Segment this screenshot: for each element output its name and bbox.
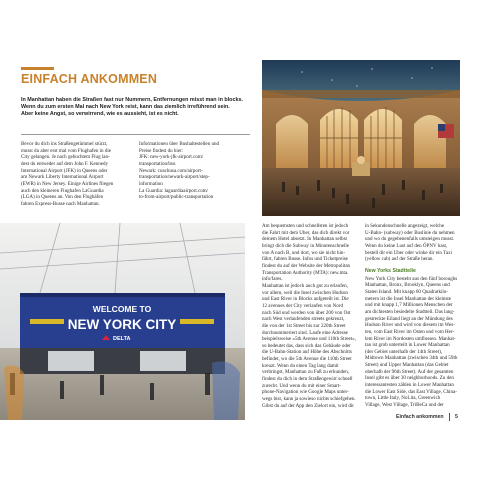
text-line: lem River im Nordosten umflossen. Manhat- bbox=[365, 335, 456, 342]
body-column-1 bbox=[21, 141, 133, 208]
text-line: findest du auf der Website der Metropolitan bbox=[262, 262, 351, 269]
text-line: information bbox=[139, 180, 163, 187]
text-line: Manhattan ist jedoch auch gut zu erlaufen, bbox=[262, 282, 348, 289]
text-line: findest du dich in dem Straßengewirr schnell bbox=[262, 376, 353, 383]
welcome-sign-line: WELCOME TO bbox=[92, 304, 152, 314]
subheading-boroughs: New Yorks Stadtteile bbox=[365, 267, 416, 274]
text-line: von A nach B, und dort, wo sie nicht hin- bbox=[262, 249, 346, 256]
text-line: nach Süd und werden von über 200 von Ost bbox=[262, 309, 351, 316]
text-line: beispielsweise »5th Avenue und 110th Street«, bbox=[262, 336, 356, 343]
body-column-4 bbox=[365, 223, 462, 409]
city-sign-line: NEW YORK CITY bbox=[67, 317, 177, 332]
text-line: deinem Hotel absetzt. In Manhattan selbst bbox=[262, 236, 347, 243]
lead-line: Wenn du zum ersten Mal nach New York reist, kann das ziemlich irreführend sein. bbox=[21, 104, 230, 111]
text-line: interessantesten zählen in Lower Manhattan bbox=[365, 382, 454, 389]
text-line: Informationen über Bushaltestellen und bbox=[139, 141, 220, 147]
text-line: Insel gibt es über 30 neighborhoods. Zu den bbox=[365, 375, 454, 382]
text-line: fährt, fahren Busse. Infos und Ticketpreise bbox=[262, 256, 348, 263]
divider bbox=[21, 134, 250, 135]
text-line: kreuzt. Wenn du einen Tag lang damit bbox=[262, 362, 339, 369]
text-line: Staten Island. Mit knapp 60 Quadratkilo- bbox=[365, 288, 448, 295]
text-line: (EWR) in New Jersey. Einige Airlines fliegen bbox=[21, 180, 114, 187]
text-line: Gibst du auf der App den Zielort ein, wird dir bbox=[262, 402, 354, 409]
text-line: am Newark Liberty International Airport bbox=[21, 174, 104, 181]
section-title: EINFACH ANKOMMEN bbox=[21, 72, 158, 86]
text-line: Village, West Village, TriBeCa und der bbox=[365, 402, 444, 409]
footer-separator bbox=[449, 413, 450, 421]
text-line: Am bequemsten und schnellsten ist jedoch bbox=[262, 223, 349, 229]
text-line: tan ist grob unterteilt in Lower Manhattan bbox=[365, 342, 450, 349]
text-line: vor allem, weil die Insel zwischen Hudson bbox=[262, 289, 348, 296]
body-column-3 bbox=[262, 223, 359, 409]
airport-hall-illustration bbox=[0, 223, 245, 420]
text-line: metern ist die Insel Manhattan der kleinste bbox=[365, 295, 452, 302]
text-line: am dichtesten besiedelte Stadtteil. Das lang- bbox=[365, 308, 455, 315]
text-line: nach West verlaufenden streets gekreuzt, bbox=[262, 316, 345, 323]
page-number: 5 bbox=[455, 414, 458, 420]
text-line: phone-Navigation wie Google Maps unter- bbox=[262, 389, 349, 396]
grand-central-photo bbox=[262, 60, 460, 216]
text-line: JFK: new-york-jfk-airport.com/ bbox=[139, 154, 204, 161]
text-line: La Guardia: laguardiaairport.com/ bbox=[139, 187, 209, 194]
title-accent-bar bbox=[21, 67, 54, 70]
lead-line: Aber keine Angst, so verwirrend, wie es aussieht, ist es nicht. bbox=[21, 111, 179, 118]
text-line: transportation/newark-airport/step- bbox=[139, 174, 210, 181]
text-line: transportation/bus bbox=[139, 160, 176, 167]
airline-sign: DELTA bbox=[113, 336, 131, 342]
text-line: musst du aber erst mal vom Flughafen in die bbox=[21, 147, 111, 154]
text-line: Bevor du dich ins Straßengetümmel stürzt, bbox=[21, 141, 108, 147]
text-line: Newark: coachusa.com/airport- bbox=[139, 167, 203, 174]
text-line: und East River in Blocks aufgeteilt ist. Die bbox=[262, 296, 349, 303]
text-line: wegs bist, kann ja sowieso nichts schiefgehen. bbox=[262, 396, 356, 403]
text-line: Transportation Authority (MTA): new.mta. bbox=[262, 269, 349, 276]
airport-welcome-photo bbox=[0, 223, 245, 420]
text-line: Hudson River und wird von diesem im Wes- bbox=[365, 322, 455, 329]
text-line: und wo du gegebenenfalls umsteigen musst. bbox=[365, 236, 455, 243]
text-line: die Fahrt mit dem Uber, das dich direkt vor bbox=[262, 229, 350, 236]
text-line: City gelangen. Je nach gebuchtem Flug lan- bbox=[21, 154, 110, 161]
text-line: (yellow cab) auf der Straße heran. bbox=[365, 256, 434, 263]
lead-line: In Manhattan haben die Straßen fast nur Nummern, Entfernungen misst man in blocks. bbox=[21, 97, 243, 103]
text-line: ten, vom East River im Osten und vom Her- bbox=[365, 328, 455, 335]
body-column-2 bbox=[139, 141, 251, 201]
text-line: Manhattan, Bronx, Brooklyn, Queens und bbox=[365, 282, 450, 289]
text-line: und mit knapp 1,7 Millionen Menschen der bbox=[365, 302, 453, 309]
text-line: (LGA) in Queens an. Von den Flughäfen bbox=[21, 194, 104, 201]
text-line: International Airport (JFK) in Queens oder bbox=[21, 167, 108, 174]
text-line: bestell dir ein Uber oder winke dir ein Taxi bbox=[365, 249, 453, 256]
text-line: verbringst, Manhattan zu Fuß zu erkunden, bbox=[262, 369, 350, 376]
text-line: (der Gebiet unterhalb der 14th Street), bbox=[365, 348, 443, 355]
terminal-interior-illustration bbox=[262, 60, 460, 216]
text-line: befindet, wo die 5th Avenue die 110th Street bbox=[262, 356, 352, 363]
text-line: in Sekundenschnelle angezeigt, welche bbox=[365, 223, 445, 229]
lead-paragraph bbox=[21, 97, 250, 119]
text-line: town, Little Italy, NoLita, Greenwich bbox=[365, 395, 441, 402]
text-line: Midtown Manhattan (zwischen 34th und 59th bbox=[365, 355, 458, 362]
text-line: Street) und Upper Manhattan (das Gebiet bbox=[365, 362, 449, 369]
text-line: Preise findest du hier: bbox=[139, 147, 184, 154]
text-line: dest du entweder auf dem John F. Kennedy bbox=[21, 160, 109, 167]
text-line: New York City besteht aus den fünf boroughs bbox=[365, 275, 458, 282]
text-line: die Lower East Side, das East Village, China- bbox=[365, 388, 457, 395]
text-line: durchnummeriert sind. Laufe eine Adresse bbox=[262, 329, 348, 336]
text-line: bringt dich die Subway in Minutenschnelle bbox=[262, 242, 350, 249]
text-line: U-Bahn- (subway) oder Buslinie du nehmen bbox=[365, 229, 455, 236]
text-line: fahren Express-Busse nach Manhattan. bbox=[21, 200, 100, 207]
text-line: to-from-airport/public-transportation bbox=[139, 194, 214, 201]
text-line: auch den kleineren Flughafen LaGuardia bbox=[21, 187, 104, 194]
text-line: die von der 1st Street bis zur 220th Street bbox=[262, 322, 346, 329]
text-line: info/fares. bbox=[262, 276, 283, 283]
text-line: die U-Bahn-Station auf Höhe des Abschnitts bbox=[262, 349, 352, 356]
text-line: oberhalb der 96th Street). Auf der gesamten bbox=[365, 368, 454, 375]
text-line: Wenn du keine Lust auf den ÖPNV hast, bbox=[365, 242, 448, 249]
text-line: gestreckte Eiland liegt an der Mündung des bbox=[365, 315, 453, 322]
text-line: zurecht. Und wenn du mit einer Smart- bbox=[262, 382, 341, 389]
text-line: so bedeutet das, dass sich das Gebäude oder bbox=[262, 342, 351, 349]
text-line: 12 avenues der City verlaufen von Nord bbox=[262, 302, 344, 309]
running-footer: Einfach ankommen bbox=[396, 414, 444, 420]
